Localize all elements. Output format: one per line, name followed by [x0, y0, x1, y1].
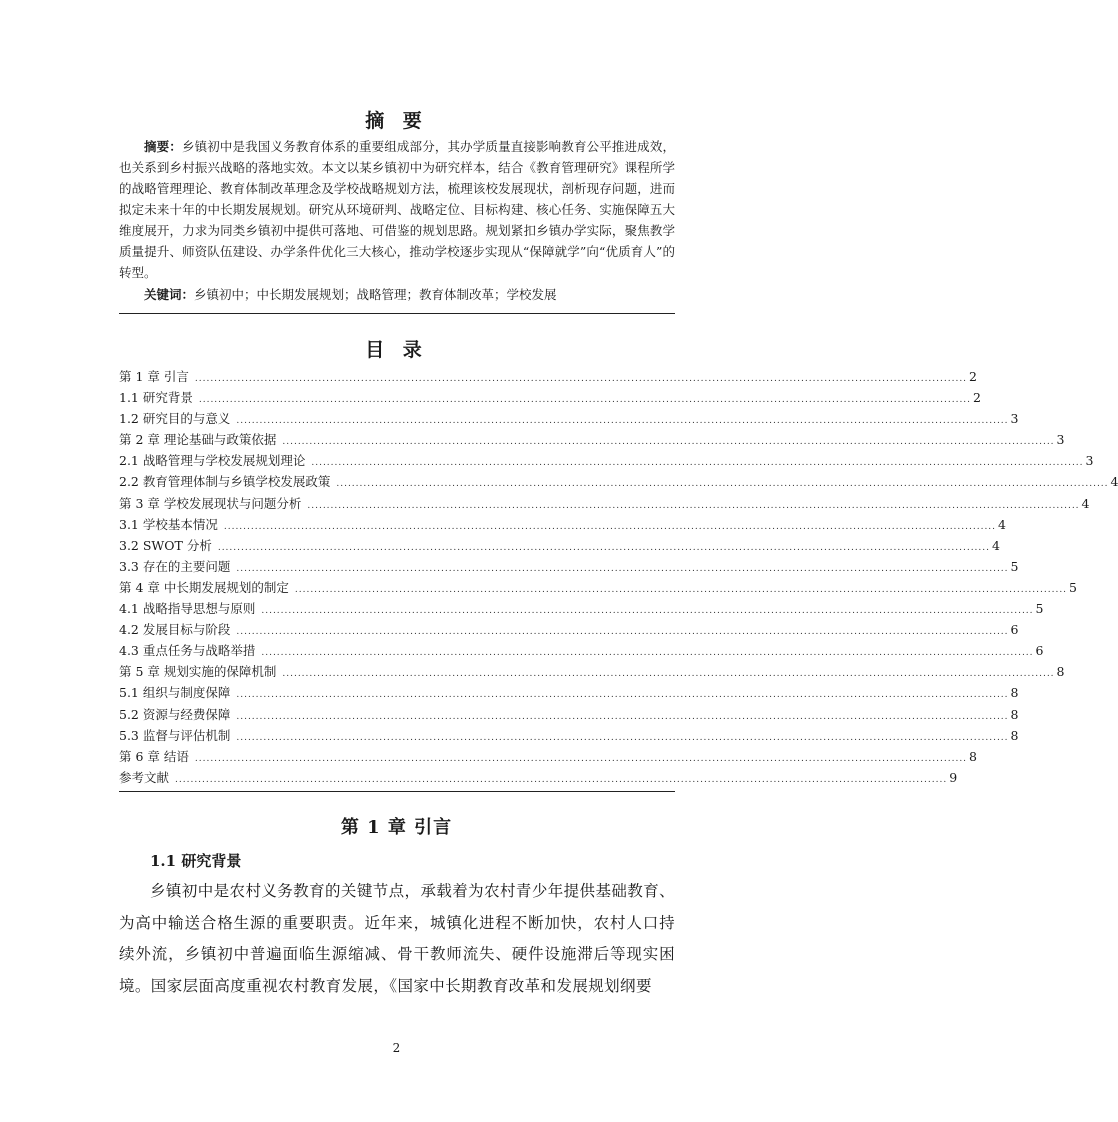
toc-entry[interactable] — [119, 514, 1006, 535]
toc-entry[interactable] — [119, 746, 977, 767]
toc-entry[interactable] — [119, 619, 1019, 640]
toc-entry[interactable] — [119, 598, 1044, 619]
toc-entry-text: 第 4 章 中长期发展规划的制定 — [119, 579, 289, 595]
toc-leader-dots: ........................................................................................................................................................................................................ — [261, 606, 1034, 617]
keywords-line — [144, 284, 557, 305]
toc-entry-text: 3.2 SWOT 分析 — [119, 537, 212, 553]
toc-entry[interactable] — [119, 725, 1019, 746]
toc-entry-page: 8 — [1010, 727, 1019, 743]
toc-entry-page: 4 — [1081, 495, 1090, 511]
abstract-title: 摘 要 — [365, 110, 428, 132]
toc-entry-page: 3 — [1085, 453, 1094, 469]
toc-entry[interactable] — [119, 408, 1019, 429]
toc-leader-dots: ........................................................................................................................................................................................................ — [294, 584, 1068, 595]
keywords-text: 乡镇初中；中长期发展规划；战略管理；教育体制改革；学校发展 — [194, 287, 557, 302]
toc-entry-page: 5 — [1035, 601, 1044, 617]
toc-entry[interactable] — [119, 577, 1077, 598]
toc-entry[interactable] — [119, 535, 1000, 556]
toc-leader-dots: ........................................................................................................................................................................................................ — [175, 774, 948, 785]
divider-rule — [119, 791, 675, 792]
toc-entry-text: 1.2 研究目的与意义 — [119, 411, 231, 427]
toc-entry-page: 9 — [949, 769, 958, 785]
toc-entry-page: 8 — [1010, 706, 1019, 722]
divider-rule — [119, 313, 675, 314]
toc-entry-page: 5 — [1069, 579, 1077, 595]
toc-entry-page: 3 — [1056, 432, 1065, 448]
body-paragraph: 乡镇初中是农村义务教育的关键节点，承载着为农村青少年提供基础教育、为高中输送合格生源的重要职责。近年来，城镇化进程不断加快，农村人口持续外流，乡镇初中普遍面临生源缩减、骨干教师流失、硬件设施滞后等现实困境。国家层面高度重视农村教育发展，《国家中长期教育改革和发展规划纲要 — [119, 882, 675, 995]
toc-leader-dots: ........................................................................................................................................................................................................ — [261, 648, 1034, 659]
toc-entry-text: 第 6 章 结语 — [119, 748, 189, 764]
toc-entry[interactable] — [119, 661, 1065, 682]
toc-entry-page: 2 — [973, 390, 981, 406]
toc-entry[interactable] — [119, 471, 1118, 492]
toc-entry-page: 4 — [998, 516, 1006, 532]
toc-entry-page: 3 — [1010, 411, 1019, 427]
toc-entry-page: 5 — [1010, 558, 1019, 574]
toc-leader-dots: ........................................................................................................................................................................................................ — [236, 627, 1009, 638]
toc-entry-page: 6 — [1010, 622, 1019, 638]
toc-leader-dots: ........................................................................................................................................................................................................ — [194, 753, 968, 764]
toc-leader-dots: ........................................................................................................................................................................................................ — [307, 500, 1080, 511]
toc-entry[interactable] — [119, 450, 1094, 471]
toc-leader-dots: ........................................................................................................................................................................................................ — [223, 521, 997, 532]
toc-entry-text: 第 5 章 规划实施的保障机制 — [119, 664, 277, 680]
chapter-title: 第 1 章 引言 — [340, 817, 453, 838]
toc-leader-dots: ........................................................................................................................................................................................................ — [282, 669, 1055, 680]
toc-entry-text: 第 1 章 引言 — [119, 369, 189, 384]
toc-title: 目 录 — [365, 339, 428, 361]
toc-entry-page: 8 — [1056, 664, 1065, 680]
toc-leader-dots: ........................................................................................................................................................................................................ — [236, 563, 1009, 574]
toc-entry-text: 3.1 学校基本情况 — [119, 516, 218, 532]
toc-entry-text: 2.1 战略管理与学校发展规划理论 — [119, 453, 306, 469]
toc-list — [119, 366, 1118, 788]
abstract-text: 乡镇初中是我国义务教育体系的重要组成部分，其办学质量直接影响教育公平推进成效，也关系到乡村振兴战略的落地实效。本文以某乡镇初中为研究样本，结合《教育管理研究》课程所学的战略管理理论、教育体制改革理念及学校战略规划方法，梳理该校发展现状，剖析现存问题，进而拟定未来十年的中长期发展规划。研究从环境研判、战略定位、目标构建、核心任务、实施保障五大维度展开，力求为同类乡镇初中提供可落地、可借鉴的规划思路。规划紧扣乡镇办学实际，聚焦教学质量提升、师资队伍建设、办学条件优化三大核心，推动学校逐步实现从“保障就学”向“优质育人”的转型。 — [119, 139, 675, 280]
toc-leader-dots: ........................................................................................................................................................................................................ — [217, 542, 990, 553]
abstract-paragraph — [119, 136, 675, 283]
toc-entry-text: 4.1 战略指导思想与原则 — [119, 601, 256, 617]
toc-leader-dots: ........................................................................................................................................................................................................ — [236, 690, 1009, 701]
toc-entry-text: 5.3 监督与评估机制 — [119, 727, 231, 743]
toc-entry-text: 4.2 发展目标与阶段 — [119, 622, 231, 638]
toc-entry[interactable] — [119, 640, 1044, 661]
toc-entry[interactable] — [119, 493, 1090, 514]
section-title: 1.1 研究背景 — [150, 852, 242, 870]
toc-leader-dots: ........................................................................................................................................................................................................ — [282, 437, 1055, 448]
toc-entry-text: 3.3 存在的主要问题 — [119, 558, 231, 574]
toc-entry[interactable] — [119, 767, 958, 788]
abstract-label: 摘要： — [144, 139, 182, 154]
toc-leader-dots: ........................................................................................................................................................................................................ — [198, 395, 972, 406]
toc-entry[interactable] — [119, 556, 1019, 577]
toc-entry-page: 8 — [1010, 685, 1019, 701]
toc-leader-dots: ........................................................................................................................................................................................................ — [236, 711, 1009, 722]
toc-entry-text: 第 3 章 学校发展现状与问题分析 — [119, 495, 302, 511]
toc-entry-page: 4 — [992, 537, 1000, 553]
toc-entry[interactable] — [119, 704, 1019, 725]
toc-entry-page: 6 — [1035, 643, 1044, 659]
toc-leader-dots: ........................................................................................................................................................................................................ — [236, 416, 1009, 427]
keywords-label: 关键词： — [144, 287, 195, 302]
toc-entry-text: 第 2 章 理论基础与政策依据 — [119, 432, 277, 448]
toc-entry[interactable] — [119, 429, 1065, 450]
toc-leader-dots: ........................................................................................................................................................................................................ — [336, 479, 1109, 490]
toc-entry-page: 8 — [969, 748, 977, 764]
toc-entry-text: 5.2 资源与经费保障 — [119, 706, 231, 722]
toc-leader-dots: ........................................................................................................................................................................................................ — [236, 732, 1009, 743]
toc-entry-text: 2.2 教育管理体制与乡镇学校发展政策 — [119, 474, 331, 490]
toc-leader-dots: ........................................................................................................................................................................................................ — [311, 458, 1084, 469]
toc-entry[interactable] — [119, 366, 977, 387]
toc-entry-page: 4 — [1110, 474, 1118, 490]
toc-entry[interactable] — [119, 387, 981, 408]
toc-leader-dots: ........................................................................................................................................................................................................ — [194, 374, 968, 384]
toc-entry-page: 2 — [969, 369, 977, 384]
page-number: 2 — [392, 1041, 401, 1055]
toc-entry-text: 4.3 重点任务与战略举措 — [119, 643, 256, 659]
toc-entry[interactable] — [119, 682, 1019, 703]
toc-entry-text: 1.1 研究背景 — [119, 390, 193, 406]
toc-entry-text: 参考文献 — [119, 769, 170, 785]
toc-entry-text: 5.1 组织与制度保障 — [119, 685, 231, 701]
